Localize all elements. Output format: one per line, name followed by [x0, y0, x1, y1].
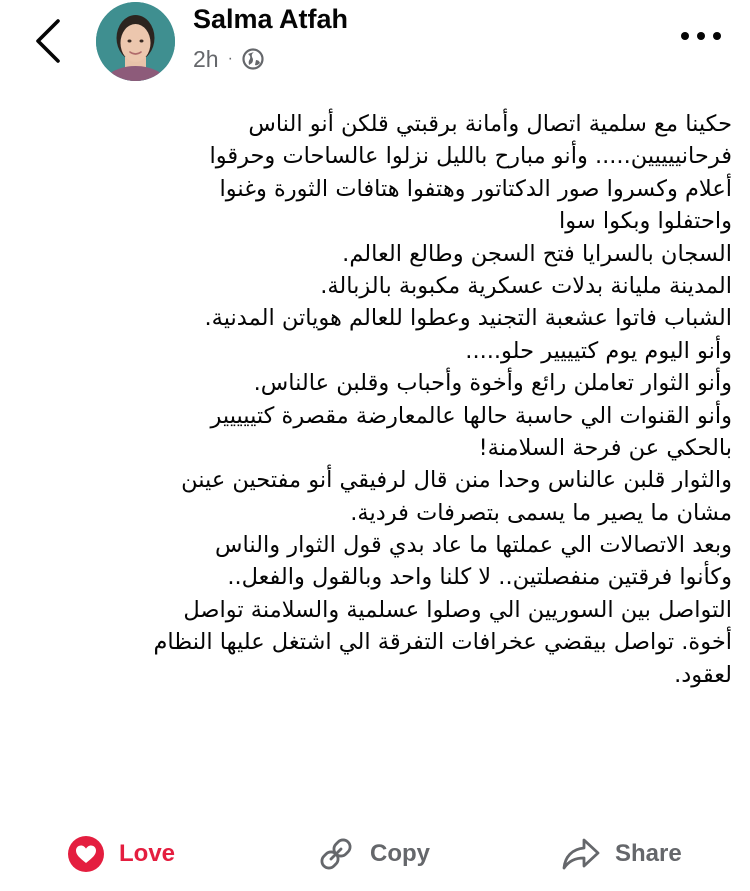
link-icon — [316, 834, 356, 874]
post-text-line: وأنو الثوار تعاملن رائع وأخوة وأحباب وقلبن عالناس. — [253, 370, 732, 397]
author-name[interactable]: Salma Atfah — [193, 4, 349, 34]
post-body — [42, 108, 732, 691]
heart-icon — [67, 835, 105, 873]
post-text-line: الشباب فاتوا عشعبة التجنيد وعطوا للعالم هوياتن المدنية. — [204, 305, 732, 332]
post-text-line: وكأنوا فرقتين منفصلتين.. لا كلنا واحد وبالقول والفعل.. — [227, 564, 732, 591]
globe-icon — [242, 48, 264, 70]
chevron-left-icon — [34, 18, 62, 64]
post-text-line: واحتفلوا وبكوا سوا — [559, 208, 732, 235]
copy-label: Copy — [370, 840, 430, 867]
meta-separator: · — [227, 50, 233, 67]
post-text-line: حكينا مع سلمية اتصال وأمانة برقبتي قلكن أنو الناس — [248, 111, 732, 137]
post-text-line: لعقود. — [674, 661, 732, 688]
post-text-line: وأنو اليوم يوم كتيييير حلو..... — [465, 337, 732, 364]
post-text-line: والثوار قلبن عالناس وحدا منن قال لرفيقي أنو مفتحين عينن — [181, 467, 732, 494]
post-text-line: المدينة مليانة بدلات عسكرية مكبوبة بالزبالة. — [320, 272, 732, 299]
post-text-line: وبعد الاتصالات الي عملتها ما عاد بدي قول الثوار والناس — [215, 532, 732, 559]
post-actions-bar — [0, 822, 750, 886]
post-text-line: السجان بالسرايا فتح السجن وطالع العالم. — [342, 240, 732, 267]
post-timestamp[interactable]: 2h — [193, 45, 219, 72]
post-text-line: وأنو القنوات الي حاسبة حالها عالمعارضة مقصرة كتييييير — [210, 402, 732, 429]
more-dots-icon — [679, 31, 723, 41]
post-text-line: التواصل بين السوريين الي وصلوا عسلمية والسلامنة تواصل — [183, 596, 732, 623]
post-header — [0, 0, 750, 95]
post-meta — [193, 44, 264, 74]
more-options-button[interactable] — [676, 24, 726, 48]
post-text-line: مشان ما يصير ما يسمى بتصرفات فردية. — [350, 499, 732, 526]
avatar[interactable] — [96, 2, 175, 81]
love-button[interactable] — [67, 822, 175, 886]
post-text-line: أعلام وكسروا صور الدكتاتور وهتفوا هتافات الثورة وغنوا — [219, 175, 732, 202]
post-text-line: بالحكي عن فرحة السلامنة! — [478, 434, 732, 461]
love-label: Love — [119, 840, 176, 867]
post-text-line: فرحانييييين..... وأنو مبارح بالليل نزلوا عالساحات وحرقوا — [209, 143, 732, 170]
copy-link-button[interactable] — [316, 822, 430, 886]
back-button[interactable] — [26, 16, 70, 66]
share-button[interactable] — [561, 822, 682, 886]
share-label: Share — [615, 840, 682, 867]
post-text-line: أخوة. تواصل بيقضي عخرافات التفرقة الي اشتغل عليها النظام — [153, 629, 732, 656]
share-arrow-icon — [561, 836, 601, 872]
